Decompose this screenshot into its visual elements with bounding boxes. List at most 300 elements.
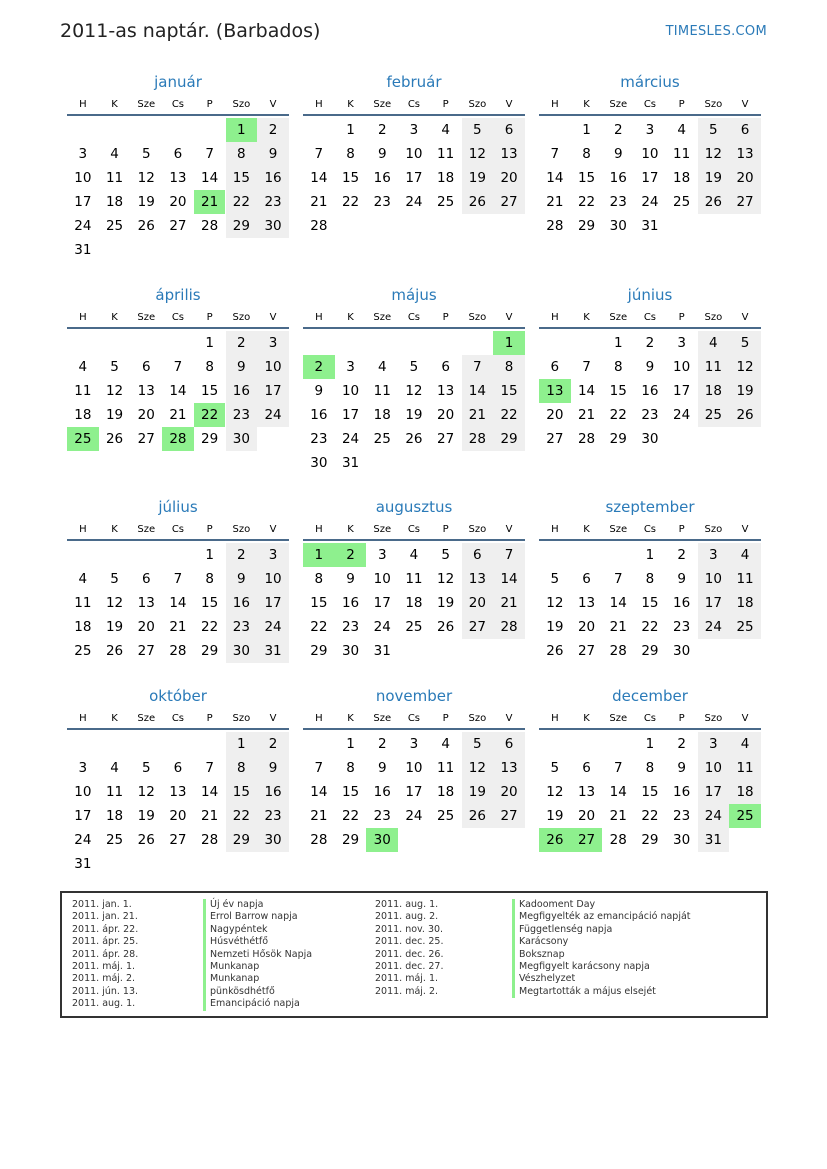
weekday-label: V — [741, 99, 749, 110]
day-cell: 11 — [673, 146, 691, 162]
legend-date: 2011. ápr. 25. — [72, 936, 139, 948]
weekday-label: P — [678, 312, 685, 323]
day-cell: 25 — [437, 194, 455, 210]
day-cell: 29 — [226, 214, 258, 238]
day-cell: 18 — [437, 170, 455, 186]
day-cell: 27 — [169, 832, 187, 848]
day-cell: 4 — [377, 359, 387, 375]
day-cell: 28 — [201, 832, 219, 848]
weekday-label: K — [583, 312, 590, 323]
legend-date: 2011. máj. 2. — [375, 985, 439, 997]
day-cell: 27 — [137, 643, 155, 659]
day-cell: 29 — [641, 832, 659, 848]
weekday-header — [303, 521, 525, 541]
day-cell: 25 — [673, 194, 691, 210]
weekday-label: K — [111, 713, 118, 724]
weekday-label: H — [315, 99, 323, 110]
day-cell: 22 — [341, 194, 360, 210]
day-cell: 24 — [405, 808, 423, 824]
weekday-header — [303, 710, 525, 730]
day-cell: 24 — [641, 194, 659, 210]
day-cell: 19 — [137, 808, 155, 824]
day-cell: 15 — [310, 595, 328, 611]
day-cell: 29 — [201, 431, 219, 447]
legend-date: 2011. jan. 21. — [72, 911, 138, 923]
day-cell: 12 — [105, 383, 124, 399]
month-augusztus — [303, 497, 525, 697]
day-cell: 23 — [641, 407, 659, 423]
day-cell: 27 — [729, 190, 761, 214]
day-cell: 19 — [462, 166, 494, 190]
day-cell: 26 — [437, 619, 455, 635]
day-cell: 5 — [141, 146, 151, 162]
month-december — [539, 686, 761, 886]
day-cell: 10 — [673, 359, 691, 375]
day-cell: 12 — [729, 355, 761, 379]
weekday-label: V — [269, 713, 277, 724]
month-name: április — [155, 286, 201, 304]
day-cell: 20 — [493, 166, 525, 190]
day-cell: 30 — [257, 828, 289, 852]
day-cell: 15 — [201, 383, 219, 399]
day-cell: 8 — [205, 571, 214, 587]
weekday-header — [539, 521, 761, 541]
day-cell: 4 — [441, 736, 450, 752]
day-cell: 6 — [582, 760, 591, 776]
day-cell: 23 — [609, 194, 627, 210]
legend-holiday-name: Emancipáció napja — [203, 998, 312, 1010]
day-cell: 11 — [698, 355, 730, 379]
weekday-label: Cs — [407, 713, 421, 724]
day-cell: 31 — [74, 856, 92, 872]
day-cell: 11 — [105, 170, 124, 186]
day-cell: 13 — [169, 784, 187, 800]
holiday-day-cell: 22 — [194, 403, 226, 427]
weekday-label: Cs — [643, 312, 657, 323]
day-cell: 3 — [346, 359, 355, 375]
day-cell: 27 — [493, 804, 525, 828]
day-cell: 25 — [105, 832, 124, 848]
weekday-label: H — [315, 312, 323, 323]
weekday-label: Szo — [232, 524, 251, 535]
day-cell: 21 — [201, 808, 219, 824]
legend-date: 2011. ápr. 28. — [72, 948, 139, 960]
day-cell: 3 — [78, 760, 88, 776]
weekday-label: Cs — [171, 713, 185, 724]
day-cell: 23 — [226, 615, 258, 639]
day-cell: 6 — [441, 359, 450, 375]
weekday-label: K — [111, 524, 118, 535]
day-cell: 22 — [641, 619, 659, 635]
legend-holiday-name: Új év napja — [203, 899, 312, 911]
legend-date: 2011. dec. 25. — [375, 936, 444, 948]
weekday-label: Cs — [407, 312, 421, 323]
day-cell: 7 — [314, 760, 324, 776]
day-cell: 22 — [641, 808, 659, 824]
day-cell: 28 — [577, 431, 596, 447]
day-cell: 9 — [677, 760, 686, 776]
day-cell: 18 — [373, 407, 391, 423]
day-cell: 11 — [74, 383, 92, 399]
day-cell: 8 — [314, 571, 324, 587]
weekday-label: V — [269, 524, 277, 535]
day-cell: 15 — [641, 595, 659, 611]
day-cell: 17 — [641, 170, 659, 186]
weekday-label: V — [269, 99, 277, 110]
day-cell: 26 — [462, 190, 494, 214]
weekday-header — [67, 521, 289, 541]
day-cell: 8 — [645, 760, 655, 776]
month-name: szeptember — [605, 498, 695, 516]
legend-date: 2011. máj. 2. — [72, 973, 136, 985]
day-cell: 9 — [257, 142, 289, 166]
day-cell: 13 — [462, 567, 494, 591]
legend-holiday-name: Megtartották a május elsejét — [512, 986, 691, 998]
day-cell: 16 — [673, 784, 691, 800]
weekday-label: Sze — [373, 312, 392, 323]
day-cell: 17 — [373, 595, 391, 611]
day-cell: 30 — [673, 832, 691, 848]
day-cell: 22 — [493, 403, 525, 427]
day-cell: 4 — [110, 146, 119, 162]
day-cell: 9 — [377, 760, 387, 776]
day-cell: 18 — [673, 170, 691, 186]
day-cell: 18 — [729, 780, 761, 804]
weekday-label: V — [505, 312, 513, 323]
day-cell: 10 — [257, 355, 289, 379]
day-cell: 5 — [110, 571, 119, 587]
day-cell: 29 — [577, 218, 596, 234]
day-cell: 25 — [405, 619, 423, 635]
day-cell: 7 — [613, 760, 623, 776]
day-cell: 30 — [257, 214, 289, 238]
day-cell: 24 — [405, 194, 423, 210]
day-cell: 28 — [310, 218, 328, 234]
day-cell: 24 — [341, 431, 360, 447]
day-cell: 17 — [698, 591, 730, 615]
day-cell: 24 — [373, 619, 391, 635]
weekday-label: Sze — [373, 99, 392, 110]
day-cell: 20 — [577, 808, 596, 824]
legend-dates-column — [72, 899, 138, 1011]
day-cell: 12 — [462, 756, 494, 780]
day-cell: 8 — [226, 756, 258, 780]
day-cell: 1 — [226, 732, 258, 756]
day-cell: 15 — [341, 784, 360, 800]
day-cell: 9 — [314, 383, 324, 399]
day-cell: 7 — [462, 355, 494, 379]
day-cell: 16 — [373, 784, 391, 800]
month-name: június — [627, 286, 673, 304]
day-cell: 18 — [405, 595, 423, 611]
day-cell: 8 — [346, 760, 355, 776]
day-cell: 7 — [173, 571, 183, 587]
day-cell: 31 — [373, 643, 391, 659]
day-cell: 18 — [74, 407, 92, 423]
weekday-label: H — [551, 99, 559, 110]
day-cell: 23 — [341, 619, 360, 635]
holiday-day-cell: 30 — [366, 828, 398, 852]
day-cell: 26 — [137, 218, 155, 234]
day-cell: 6 — [582, 571, 591, 587]
day-cell: 27 — [137, 431, 155, 447]
legend-holiday-name: pünkösdhétfő — [203, 986, 312, 998]
day-cell: 3 — [645, 122, 655, 138]
day-cell: 23 — [673, 808, 691, 824]
legend-date: 2011. ápr. 22. — [72, 923, 139, 935]
month-name: november — [375, 687, 453, 705]
weekday-label: Cs — [171, 99, 185, 110]
legend-holiday-name: Megfigyelt karácsony napja — [512, 961, 691, 973]
day-cell: 18 — [105, 194, 124, 210]
day-cell: 24 — [698, 804, 730, 828]
day-cell: 2 — [377, 736, 387, 752]
day-cell: 5 — [550, 571, 560, 587]
day-cell: 28 — [201, 218, 219, 234]
day-cell: 15 — [341, 170, 360, 186]
legend-date: 2011. dec. 26. — [375, 948, 444, 960]
holiday-day-cell: 13 — [539, 379, 571, 403]
month-name: január — [154, 73, 202, 91]
day-cell: 10 — [698, 567, 730, 591]
weekday-label: P — [442, 99, 449, 110]
holiday-day-cell: 26 — [539, 828, 571, 852]
day-cell: 9 — [346, 571, 355, 587]
day-cell: 1 — [346, 122, 355, 138]
month-május — [303, 285, 525, 485]
day-cell: 17 — [673, 383, 691, 399]
day-cell: 13 — [169, 170, 187, 186]
day-cell: 14 — [609, 784, 627, 800]
day-cell: 11 — [729, 567, 761, 591]
day-cell: 23 — [373, 808, 391, 824]
month-name: augusztus — [375, 498, 453, 516]
day-cell: 1 — [645, 736, 655, 752]
month-name: július — [158, 498, 198, 516]
day-cell: 3 — [257, 331, 289, 355]
day-cell: 2 — [226, 543, 258, 567]
day-cell: 25 — [373, 431, 391, 447]
day-cell: 18 — [729, 591, 761, 615]
day-cell: 15 — [641, 784, 659, 800]
weekday-label: Szo — [468, 713, 487, 724]
legend-holiday-name: Errol Barrow napja — [203, 911, 312, 923]
day-cell: 16 — [310, 407, 328, 423]
day-cell: 31 — [641, 218, 659, 234]
weekday-label: K — [583, 99, 590, 110]
day-cell: 15 — [226, 166, 258, 190]
holiday-day-cell: 25 — [729, 804, 761, 828]
day-cell: 3 — [698, 543, 730, 567]
day-cell: 20 — [137, 407, 155, 423]
brand-link[interactable]: TIMESLES.COM — [665, 24, 767, 39]
day-cell: 23 — [257, 190, 289, 214]
weekday-label: P — [206, 713, 213, 724]
month-október — [67, 686, 289, 886]
day-cell: 6 — [462, 543, 494, 567]
day-cell: 13 — [137, 595, 155, 611]
day-cell: 31 — [698, 828, 730, 852]
weekday-label: V — [505, 524, 513, 535]
day-cell: 17 — [341, 407, 360, 423]
day-cell: 15 — [577, 170, 596, 186]
day-cell: 8 — [346, 146, 355, 162]
day-cell: 22 — [609, 407, 627, 423]
day-cell: 2 — [613, 122, 623, 138]
day-cell: 21 — [310, 194, 328, 210]
day-cell: 23 — [257, 804, 289, 828]
legend-holiday-name: Húsvéthétfő — [203, 936, 312, 948]
weekday-label: V — [505, 99, 513, 110]
day-cell: 19 — [105, 407, 124, 423]
day-cell: 29 — [341, 832, 360, 848]
legend-date: 2011. jan. 1. — [72, 899, 132, 910]
day-cell: 30 — [641, 431, 659, 447]
day-cell: 13 — [577, 784, 596, 800]
day-cell: 31 — [74, 242, 92, 258]
day-cell: 4 — [110, 760, 119, 776]
day-cell: 1 — [346, 736, 355, 752]
month-name: március — [620, 73, 680, 91]
day-cell: 3 — [698, 732, 730, 756]
day-cell: 19 — [698, 166, 730, 190]
day-cell: 31 — [257, 639, 289, 663]
day-cell: 5 — [462, 118, 494, 142]
holiday-day-cell: 21 — [194, 190, 226, 214]
day-cell: 27 — [546, 431, 564, 447]
day-cell: 17 — [405, 784, 423, 800]
day-cell: 20 — [462, 591, 494, 615]
day-cell: 22 — [310, 619, 328, 635]
day-cell: 11 — [373, 383, 391, 399]
weekday-label: Szo — [468, 99, 487, 110]
day-cell: 19 — [405, 407, 423, 423]
day-cell: 28 — [462, 427, 494, 451]
day-cell: 28 — [546, 218, 564, 234]
day-cell: 20 — [577, 619, 596, 635]
day-cell: 12 — [137, 784, 155, 800]
day-cell: 16 — [609, 170, 627, 186]
day-cell: 4 — [729, 543, 761, 567]
day-cell: 12 — [698, 142, 730, 166]
day-cell: 19 — [462, 780, 494, 804]
day-cell: 15 — [226, 780, 258, 804]
weekday-label: Cs — [643, 99, 657, 110]
day-cell: 14 — [493, 567, 525, 591]
day-cell: 19 — [437, 595, 455, 611]
holiday-legend — [60, 891, 768, 1018]
day-cell: 23 — [373, 194, 391, 210]
day-cell: 16 — [341, 595, 360, 611]
day-cell: 16 — [373, 170, 391, 186]
day-cell: 17 — [257, 591, 289, 615]
month-június — [539, 285, 761, 485]
weekday-label: K — [111, 312, 118, 323]
day-cell: 2 — [677, 736, 686, 752]
weekday-label: V — [505, 713, 513, 724]
day-cell: 15 — [201, 595, 219, 611]
day-cell: 27 — [577, 643, 596, 659]
day-cell: 15 — [493, 379, 525, 403]
day-cell: 10 — [74, 784, 92, 800]
month-szeptember — [539, 497, 761, 697]
weekday-label: Szo — [232, 713, 251, 724]
legend-date: 2011. máj. 1. — [72, 961, 136, 973]
day-cell: 5 — [110, 359, 119, 375]
day-cell: 8 — [645, 571, 655, 587]
day-cell: 21 — [310, 808, 328, 824]
day-cell: 6 — [729, 118, 761, 142]
day-cell: 5 — [409, 359, 419, 375]
day-cell: 19 — [729, 379, 761, 403]
day-cell: 22 — [577, 194, 596, 210]
day-cell: 25 — [105, 218, 124, 234]
day-cell: 20 — [729, 166, 761, 190]
day-cell: 27 — [437, 431, 455, 447]
day-cell: 16 — [257, 780, 289, 804]
day-cell: 1 — [205, 335, 214, 351]
day-cell: 22 — [226, 190, 258, 214]
day-cell: 22 — [341, 808, 360, 824]
day-cell: 21 — [609, 619, 627, 635]
holiday-day-cell: 27 — [571, 828, 603, 852]
month-name: május — [391, 286, 437, 304]
day-cell: 10 — [698, 756, 730, 780]
weekday-header — [539, 96, 761, 116]
day-cell: 10 — [341, 383, 360, 399]
day-cell: 12 — [462, 142, 494, 166]
day-cell: 17 — [257, 379, 289, 403]
day-cell: 12 — [105, 595, 124, 611]
day-cell: 3 — [377, 547, 387, 563]
day-cell: 26 — [698, 190, 730, 214]
day-cell: 5 — [698, 118, 730, 142]
weekday-label: P — [206, 524, 213, 535]
day-cell: 9 — [677, 571, 686, 587]
weekday-label: Sze — [373, 524, 392, 535]
day-cell: 10 — [257, 567, 289, 591]
day-cell: 6 — [173, 760, 183, 776]
day-cell: 14 — [546, 170, 564, 186]
day-cell: 11 — [437, 146, 455, 162]
day-cell: 16 — [257, 166, 289, 190]
day-cell: 9 — [226, 355, 258, 379]
day-cell: 4 — [698, 331, 730, 355]
day-cell: 26 — [105, 431, 124, 447]
day-cell: 28 — [609, 643, 627, 659]
day-cell: 26 — [105, 643, 124, 659]
day-cell: 5 — [550, 760, 560, 776]
legend-names-column — [203, 899, 312, 1011]
weekday-label: P — [678, 99, 685, 110]
weekday-label: Szo — [704, 99, 723, 110]
day-cell: 25 — [729, 615, 761, 639]
day-cell: 6 — [493, 732, 525, 756]
month-július — [67, 497, 289, 697]
day-cell: 1 — [613, 335, 623, 351]
weekday-label: Cs — [171, 312, 185, 323]
day-cell: 29 — [641, 643, 659, 659]
day-cell: 31 — [341, 455, 360, 471]
day-cell: 24 — [257, 403, 289, 427]
day-cell: 3 — [78, 146, 88, 162]
day-cell: 19 — [137, 194, 155, 210]
weekday-label: P — [442, 713, 449, 724]
day-cell: 6 — [493, 118, 525, 142]
day-cell: 16 — [673, 595, 691, 611]
day-cell: 3 — [677, 335, 686, 351]
day-cell: 24 — [698, 615, 730, 639]
